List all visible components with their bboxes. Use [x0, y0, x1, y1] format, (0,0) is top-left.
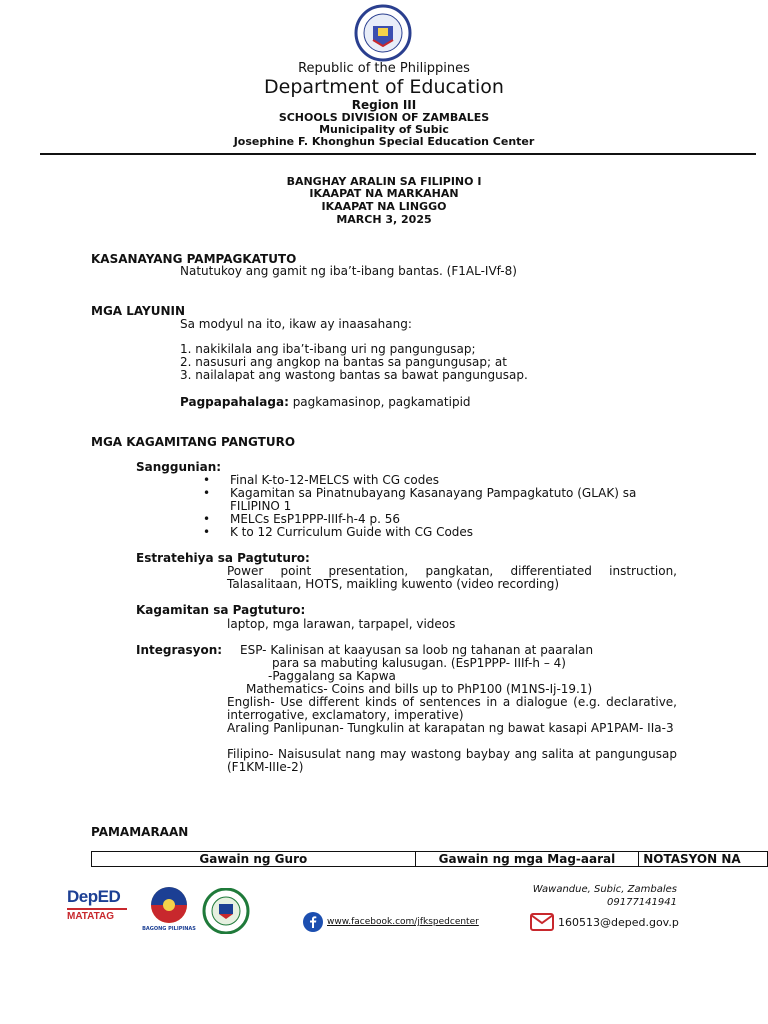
header-divider: [40, 153, 756, 155]
header-region: Region III: [351, 98, 417, 112]
integrasyon-filipino: Filipino- Naisusulat nang may wastong baybay ang salita at pangungusap (F1KM-IIIe-2): [227, 747, 677, 774]
column-header: Gawain ng Guro: [92, 852, 416, 867]
header-division: SCHOOLS DIVISION OF ZAMBALES: [278, 111, 490, 124]
footer-email[interactable]: 160513@deped.gov.p: [558, 916, 679, 929]
title-line-3: IKAAPAT NA LINGGO: [321, 200, 447, 213]
facebook-link[interactable]: www.facebook.com/jfkspedcenter: [327, 917, 479, 927]
integrasyon-math: Mathematics- Coins and bills up to PhP100 (M1NS-Ij-19.1): [246, 682, 593, 696]
header-republic: Republic of the Philippines: [298, 61, 470, 76]
kagamitan-heading: MGA KAGAMITANG PANGTURO: [91, 435, 296, 449]
pamamaraan-heading: PAMAMARAAN: [91, 825, 189, 839]
column-header: NOTASYON NA: [639, 852, 768, 867]
footer-address: Wawandue, Subic, Zambales: [532, 884, 677, 895]
sanggunian-label: Sanggunian:: [136, 460, 222, 474]
estratehiya-text: Power point presentation, pangkatan, differentiated instruction, Talasalitaan, HOTS, maikling kuwento (video recording): [227, 564, 677, 591]
list-item: • K to 12 Curriculum Guide with CG Codes: [203, 525, 474, 539]
deped-matatag-logo: [67, 887, 129, 935]
header-municipality: Municipality of Subic: [319, 123, 449, 136]
kasanayan-heading: KASANAYANG PAMPAGKATUTO: [91, 252, 297, 266]
layunin-item: 1. nakikilala ang iba’t-ibang uri ng pangungusap;: [180, 342, 476, 356]
kasanayan-text: Natutukoy ang gamit ng iba’t-ibang bantas. (F1AL-IVf-8): [180, 264, 517, 278]
pagpapahalaga-label: Pagpapahalaga:: [180, 395, 289, 409]
kagamitan-pagtuturo-label: Kagamitan sa Pagtuturo:: [136, 603, 306, 617]
integrasyon-araling: Araling Panlipunan- Tungkulin at karapatan ng bawat kasapi AP1PAM- IIa-3: [227, 721, 674, 735]
bagong-pilipinas-logo: [140, 885, 198, 925]
layunin-item: 2. nasusuri ang angkop na bantas sa pangungusap; at: [180, 355, 507, 369]
list-item: • MELCs EsP1PPP-IIIf-h-4 p. 56: [203, 512, 400, 526]
title-line-2: IKAAPAT NA MARKAHAN: [309, 187, 459, 200]
layunin-intro: Sa modyul na ito, ikaw ay inaasahang:: [180, 317, 412, 331]
layunin-item: 3. nailalapat ang wastong bantas sa bawat pangungusap.: [180, 368, 528, 382]
deped-wordmark: DepED: [67, 887, 121, 906]
table-row: [92, 852, 768, 867]
integrasyon-english: English- Use different kinds of sentences in a dialogue (e.g. declarative, interrogative, exclamatory, imperative): [227, 695, 677, 722]
layunin-heading: MGA LAYUNIN: [91, 304, 186, 318]
list-item: • Final K-to-12-MELCS with CG codes: [203, 473, 439, 487]
column-header: Gawain ng mga Mag-aaral: [415, 852, 639, 867]
integrasyon-paggalang: -Paggalang sa Kapwa: [268, 669, 396, 683]
sanggunian-list: [203, 474, 683, 539]
footer-phone: 09177141941: [607, 897, 677, 908]
pagpapahalaga-text: pagkamasinop, pagkamatipid: [288, 395, 471, 409]
integrasyon-esp: ESP- Kalinisan at kaayusan sa loob ng tahanan at paaralan: [240, 643, 594, 657]
bagong-pilipinas-text: BAGONG PILIPINAS: [142, 926, 196, 932]
matatag-wordmark: MATATAG: [67, 911, 115, 922]
pagpapahalaga-line: [180, 396, 471, 409]
school-seal-logo: [200, 888, 252, 934]
integrasyon-label: Integrasyon:: [136, 643, 223, 657]
estratehiya-label: Estratehiya sa Pagtuturo:: [136, 551, 310, 565]
header-department: Department of Education: [264, 76, 504, 98]
list-item: • Kagamitan sa Pinatnubayang Kasanayang Pampagkatuto (GLAK) sa FILIPINO 1: [203, 486, 637, 513]
integrasyon-esp-2: para sa mabuting kalusugan. (EsP1PPP- IIIf-h – 4): [272, 656, 566, 670]
pamamaraan-table: [91, 851, 768, 867]
facebook-icon: [303, 912, 323, 932]
header-school: Josephine F. Khonghun Special Education Center: [233, 135, 535, 148]
deped-seal-logo: [340, 4, 426, 62]
title-line-1: BANGHAY ARALIN SA FILIPINO I: [286, 175, 482, 188]
title-date: MARCH 3, 2025: [336, 213, 432, 226]
kagamitan-pagtuturo-text: laptop, mga larawan, tarpapel, videos: [227, 617, 456, 631]
email-icon: [530, 913, 554, 931]
